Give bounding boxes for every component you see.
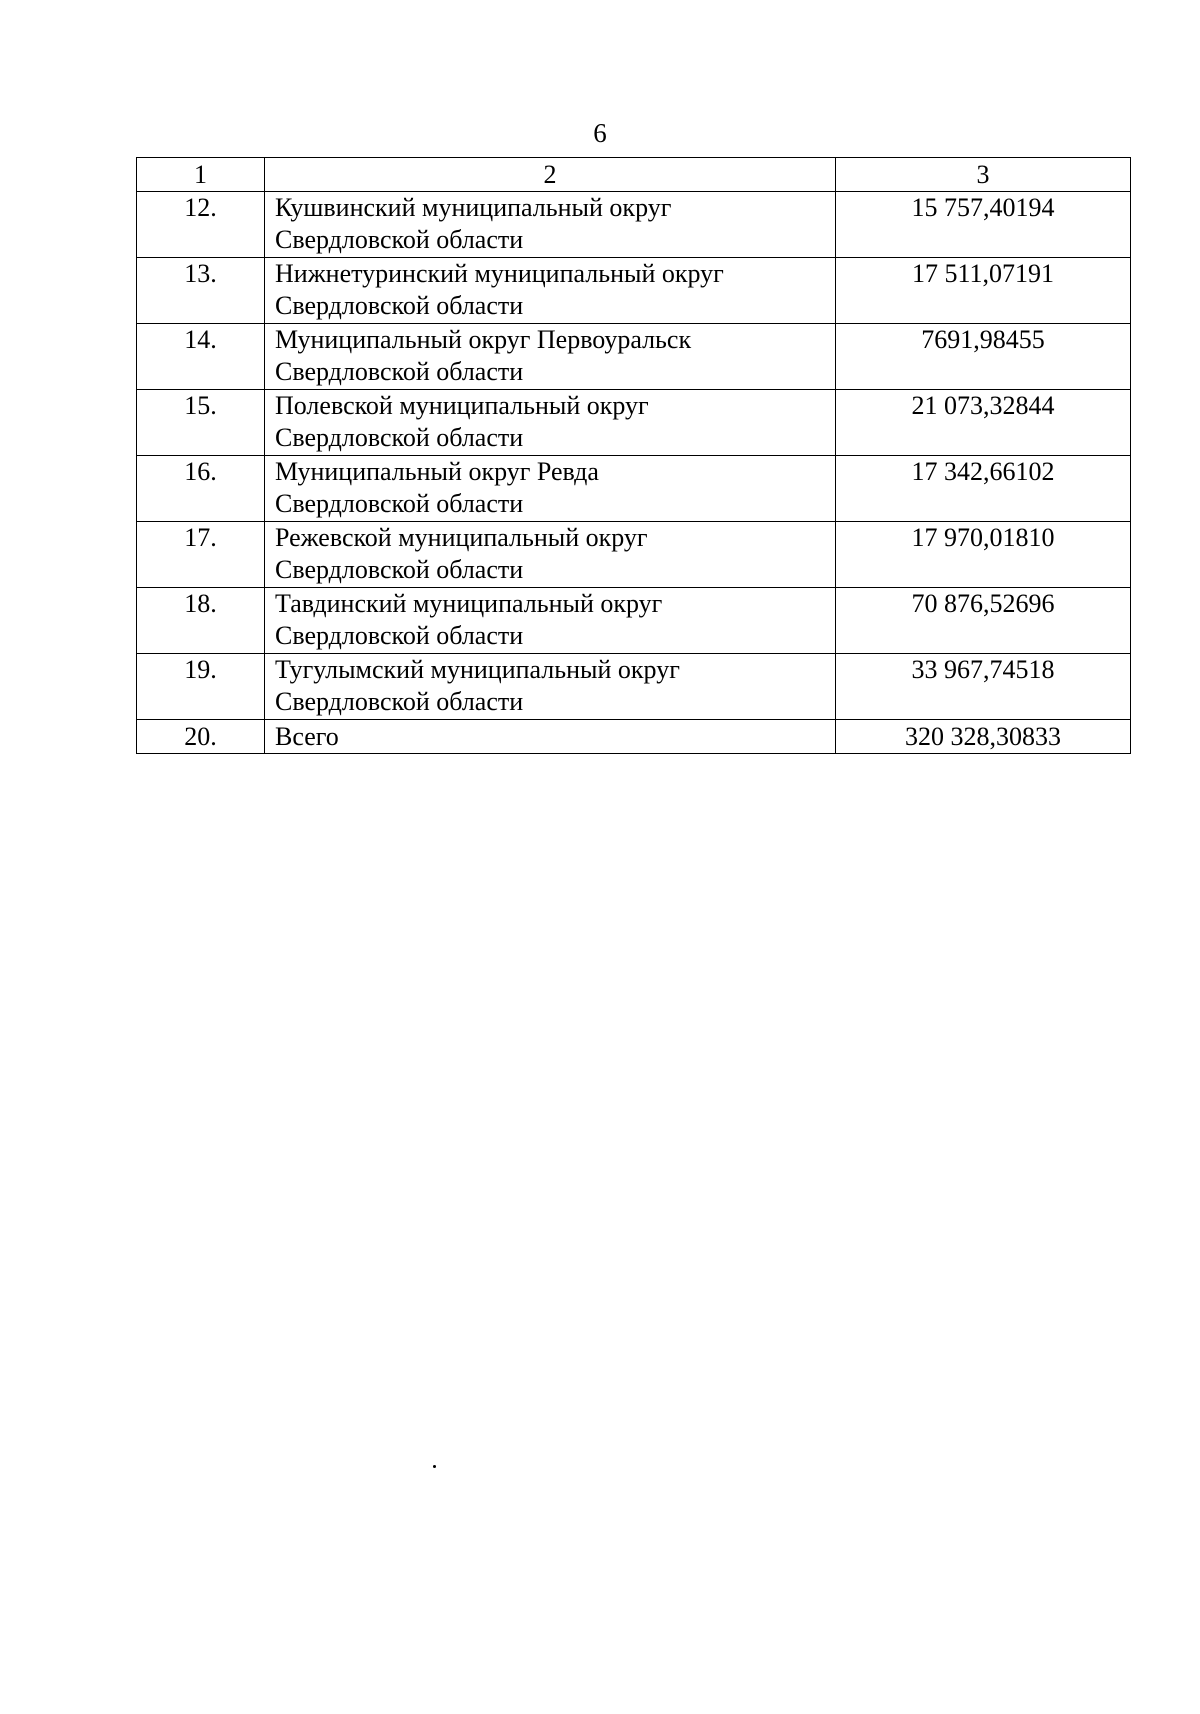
municipality-name-line-2: Свердловской области xyxy=(275,555,524,584)
municipality-name xyxy=(265,654,836,720)
municipality-name xyxy=(265,588,836,654)
amount-value: 33 967,74518 xyxy=(836,654,1131,720)
amount-value: 17 970,01810 xyxy=(836,522,1131,588)
municipality-name-line-2: Свердловской области xyxy=(275,291,524,320)
municipality-name-line-2: Свердловской области xyxy=(275,423,524,452)
table-row xyxy=(137,258,1131,324)
municipality-name-line-1: Тугулымский муниципальный округ xyxy=(275,655,680,684)
municipality-name-line-1: Кушвинский муниципальный округ xyxy=(275,193,672,222)
municipality-name xyxy=(265,258,836,324)
municipality-name-line-2: Свердловской области xyxy=(275,225,524,254)
allocation-table xyxy=(136,157,1131,754)
page-number: 6 xyxy=(593,118,607,148)
row-number: 13. xyxy=(137,258,265,324)
total-value: 320 328,30833 xyxy=(836,720,1131,754)
amount-value: 70 876,52696 xyxy=(836,588,1131,654)
amount-value: 21 073,32844 xyxy=(836,390,1131,456)
table-row xyxy=(137,192,1131,258)
table-row xyxy=(137,588,1131,654)
row-number: 18. xyxy=(137,588,265,654)
amount-value: 17 511,07191 xyxy=(836,258,1131,324)
total-label: Всего xyxy=(265,720,836,754)
table-row xyxy=(137,522,1131,588)
municipality-name xyxy=(265,522,836,588)
table-row xyxy=(137,324,1131,390)
municipality-name xyxy=(265,456,836,522)
municipality-name-line-1: Тавдинский муниципальный округ xyxy=(275,589,663,618)
table-row xyxy=(137,456,1131,522)
header-col-3: 3 xyxy=(836,158,1131,192)
amount-value: 15 757,40194 xyxy=(836,192,1131,258)
municipality-name-line-1: Режевской муниципальный округ xyxy=(275,523,648,552)
municipality-name-line-1: Нижнетуринский муниципальный округ xyxy=(275,259,724,288)
municipality-name xyxy=(265,324,836,390)
row-number: 14. xyxy=(137,324,265,390)
municipality-name-line-2: Свердловской области xyxy=(275,687,524,716)
table-total-row xyxy=(137,720,1131,754)
municipality-name-line-2: Свердловской области xyxy=(275,489,524,518)
municipality-name-line-2: Свердловской области xyxy=(275,621,524,650)
municipality-name xyxy=(265,192,836,258)
amount-value: 17 342,66102 xyxy=(836,456,1131,522)
row-number: 12. xyxy=(137,192,265,258)
header-col-2: 2 xyxy=(265,158,836,192)
amount-value: 7691,98455 xyxy=(836,324,1131,390)
municipality-name-line-2: Свердловской области xyxy=(275,357,524,386)
total-row-number: 20. xyxy=(137,720,265,754)
table-row xyxy=(137,654,1131,720)
header-col-1: 1 xyxy=(137,158,265,192)
stray-dot-mark xyxy=(433,1465,436,1468)
municipality-name xyxy=(265,390,836,456)
table-header-row xyxy=(137,158,1131,192)
municipality-name-line-1: Муниципальный округ Первоуральск xyxy=(275,325,692,354)
table-row xyxy=(137,390,1131,456)
row-number: 15. xyxy=(137,390,265,456)
row-number: 17. xyxy=(137,522,265,588)
municipality-name-line-1: Муниципальный округ Ревда xyxy=(275,457,599,486)
municipality-name-line-1: Полевской муниципальный округ xyxy=(275,391,649,420)
row-number: 19. xyxy=(137,654,265,720)
row-number: 16. xyxy=(137,456,265,522)
